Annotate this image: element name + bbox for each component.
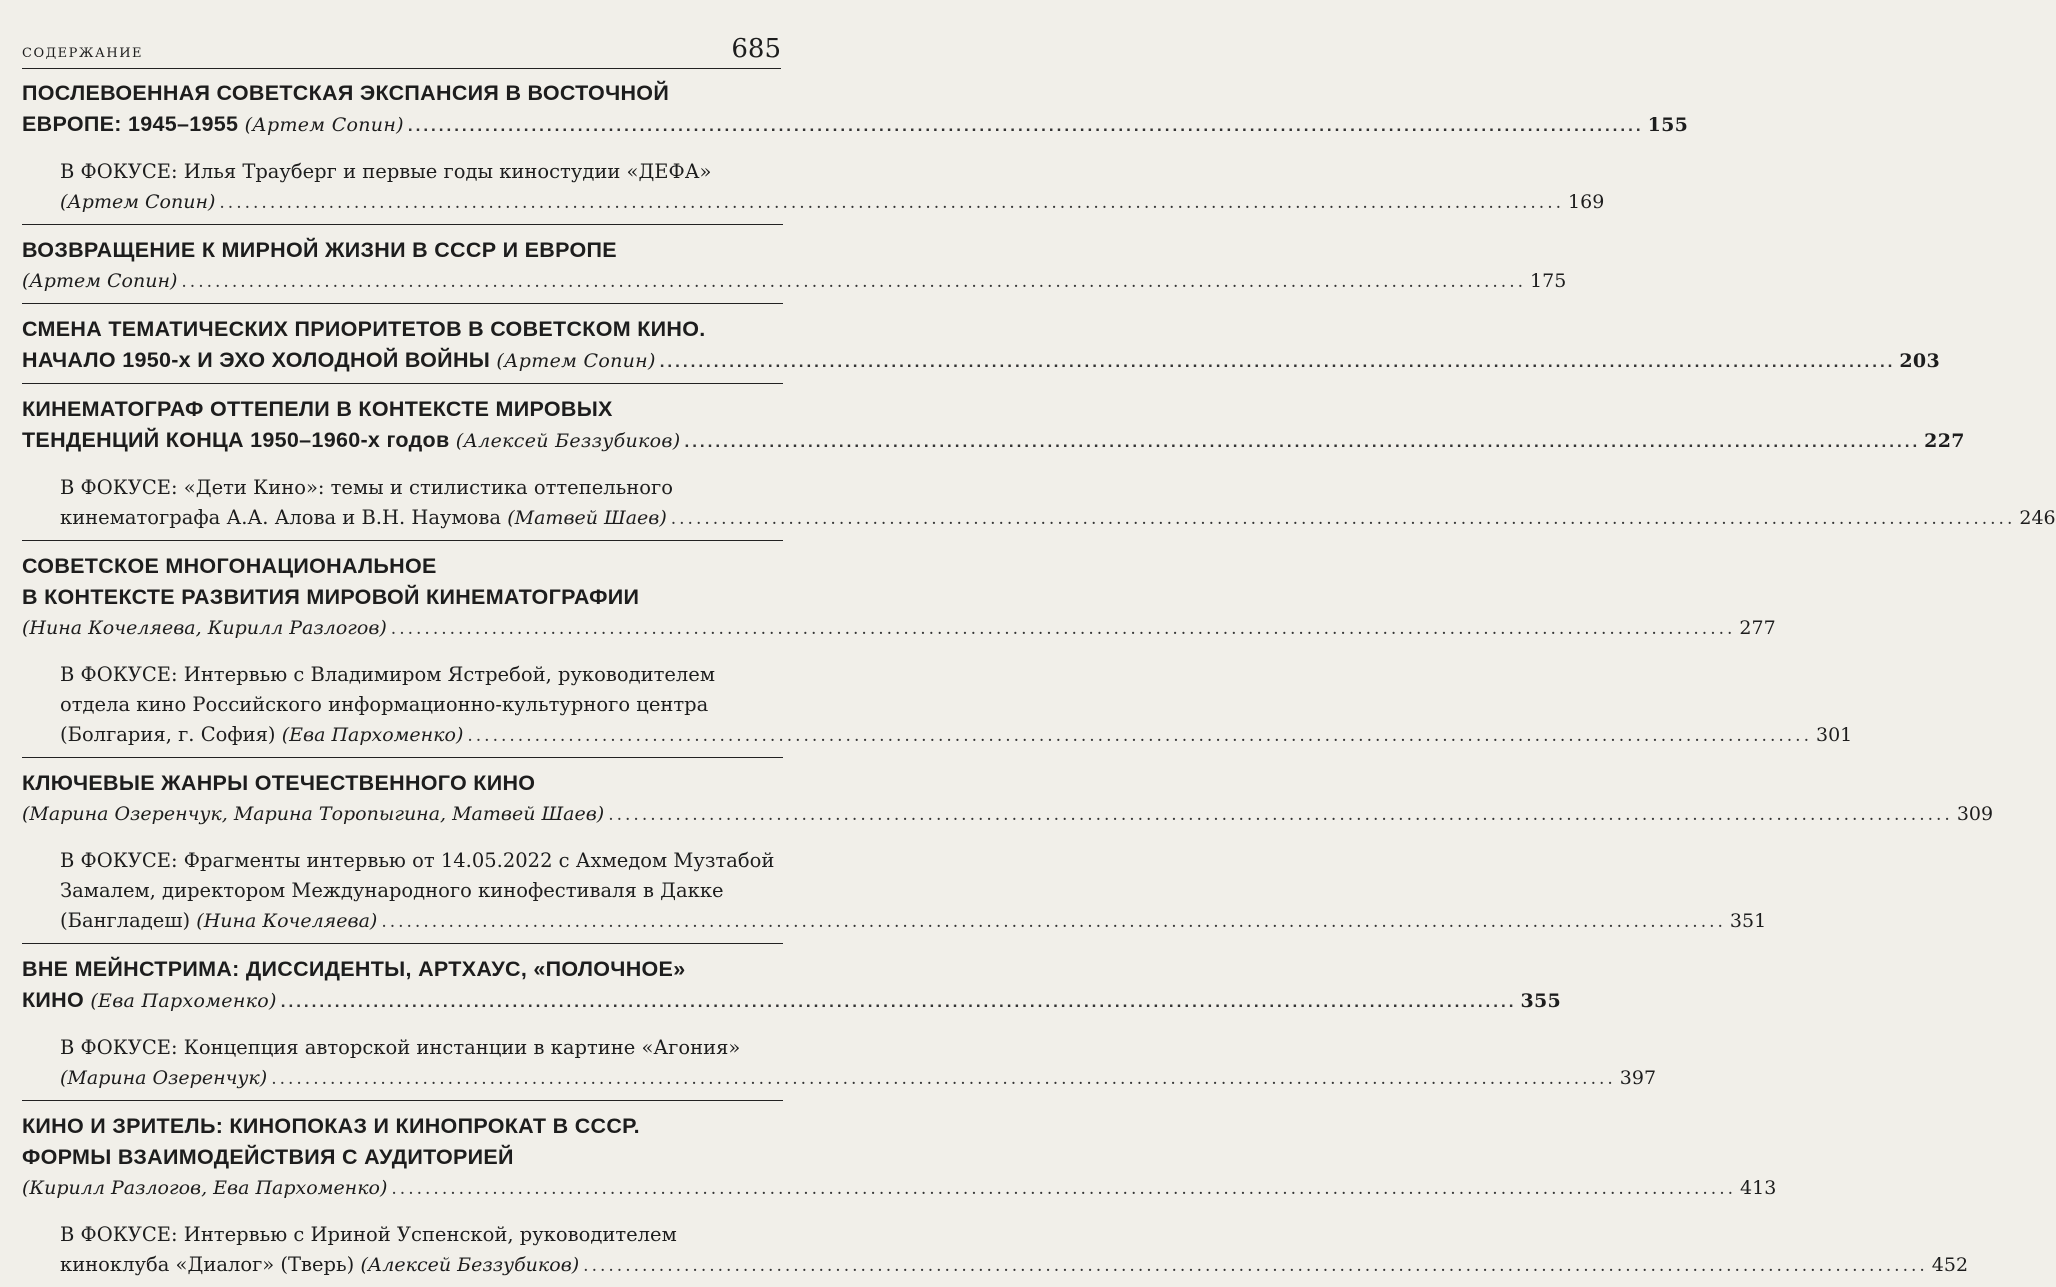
running-header-title: содержание (22, 40, 144, 62)
focus-text-line: (Болгария, г. София) (60, 723, 276, 746)
section-page-link[interactable]: 175 (1530, 270, 1567, 292)
section-page-link[interactable]: 227 (1924, 430, 1965, 452)
focus-entry (22, 157, 1605, 218)
section-title-line: СМЕНА ТЕМАТИЧЕСКИХ ПРИОРИТЕТОВ В СОВЕТСКОМ КИНО. (22, 317, 706, 341)
focus-page-link[interactable]: 301 (1815, 724, 1853, 746)
section-title-line (22, 235, 783, 266)
dot-leader (381, 907, 1726, 937)
section-author: (Кирилл Разлогов, Ева Пархоменко) (22, 1177, 388, 1199)
focus-author: (Артем Сопин) (60, 191, 216, 213)
section-title-line: СОВЕТСКОЕ МНОГОНАЦИОНАЛЬНОЕ (22, 554, 437, 578)
dot-leader (271, 1064, 1616, 1094)
dot-leader (608, 800, 1953, 830)
section-title-text: КЛЮЧЕВЫЕ ЖАНРЫ ОТЕЧЕСТВЕННОГО КИНО (22, 771, 536, 795)
focus-author-line (60, 1063, 1657, 1094)
page-number: 685 (731, 34, 781, 64)
focus-text-line: В ФОКУСЕ: Фрагменты интервью от 14.05.2022 с Ахмедом Музтабой (60, 849, 775, 872)
toc-section (22, 70, 1689, 225)
focus-author-line (60, 187, 1605, 218)
section-author-line (22, 1173, 1777, 1204)
focus-page-link[interactable]: 452 (1931, 1254, 1969, 1276)
focus-last-line (60, 906, 1767, 937)
focus-text-line: кинематографа А.А. Алова и В.Н. Наумова (60, 506, 502, 529)
section-title-text: ЕВРОПЕ: 1945–1955 (22, 112, 239, 136)
focus-page-link[interactable]: 169 (1568, 191, 1605, 213)
focus-author: (Нина Кочеляева) (196, 910, 378, 932)
focus-text-line: киноклуба «Диалог» (Тверь) (60, 1253, 355, 1276)
focus-last-line (60, 720, 1853, 751)
section-author-line (22, 266, 1567, 297)
focus-last-line (60, 1250, 1969, 1281)
section-author: (Ева Пархоменко) (90, 990, 277, 1012)
focus-text-line: Замалем, директором Международного кинофестиваля в Дакке (60, 879, 724, 902)
section-title-line (22, 345, 1940, 377)
toc-section (22, 541, 1853, 758)
dot-leader (684, 426, 1920, 457)
section-title-text: НАЧАЛО 1950-х И ЭХО ХОЛОДНОЙ ВОЙНЫ (22, 348, 491, 372)
section-author: (Алексей Беззубиков) (455, 430, 681, 452)
section-author: (Марина Озеренчук, Марина Торопыгина, Матвей Шаев) (22, 803, 605, 825)
section-title-line (22, 985, 1562, 1017)
toc-section (22, 944, 1657, 1101)
section-title-text: КИНО (22, 988, 85, 1012)
section-title-text: ТЕНДЕНЦИЙ КОНЦА 1950–1960-х годов (22, 428, 450, 452)
section-title-text: ФОРМЫ ВЗАИМОДЕЙСТВИЯ С АУДИТОРИЕЙ (22, 1145, 514, 1169)
dot-leader (219, 188, 1564, 218)
toc-section (22, 225, 1567, 304)
focus-text-line: отдела кино Российского информационно-культурного центра (60, 693, 709, 716)
focus-author: (Алексей Беззубиков) (360, 1254, 580, 1276)
section-author-line (22, 799, 1994, 830)
section-title-line: ПОСЛЕВОЕННАЯ СОВЕТСКАЯ ЭКСПАНСИЯ В ВОСТОЧНОЙ (22, 81, 670, 105)
toc-section (22, 304, 1940, 384)
dot-leader (391, 1174, 1736, 1204)
focus-entry (22, 1033, 1657, 1094)
dot-leader (671, 504, 2016, 534)
section-page-link[interactable]: 155 (1647, 114, 1689, 136)
dot-leader (281, 986, 1517, 1017)
section-title-line (22, 109, 1689, 141)
running-header (22, 28, 781, 69)
toc-section (22, 384, 2056, 541)
section-page-link[interactable]: 203 (1899, 350, 1940, 372)
focus-page-link[interactable]: 246 (2019, 507, 2056, 529)
table-of-contents (22, 70, 2056, 1287)
dot-leader (583, 1251, 1928, 1281)
focus-text-line: В ФОКУСЕ: Концепция авторской инстанции в картине «Агония» (60, 1036, 741, 1059)
section-author-line (22, 613, 1776, 644)
focus-author: (Матвей Шаев) (507, 507, 667, 529)
section-title-line (22, 1142, 783, 1173)
section-title-line: КИНО И ЗРИТЕЛЬ: КИНОПОКАЗ И КИНОПРОКАТ В СССР. (22, 1114, 640, 1138)
dot-leader (467, 721, 1812, 751)
focus-entry (22, 846, 1767, 937)
focus-last-line (60, 503, 2056, 534)
section-title-text: ВОЗВРАЩЕНИЕ К МИРНОЙ ЖИЗНИ В СССР И ЕВРОПЕ (22, 238, 617, 262)
focus-author: (Ева Пархоменко) (281, 724, 464, 746)
focus-page-link[interactable]: 351 (1729, 910, 1767, 932)
focus-text-line: В ФОКУСЕ: Илья Трауберг и первые годы киностудии «ДЕФА» (60, 160, 712, 183)
toc-section (22, 758, 1994, 944)
section-title-line (22, 582, 783, 613)
dot-leader (660, 346, 1896, 377)
toc-section (22, 1101, 1969, 1287)
dot-leader (391, 614, 1736, 644)
focus-text-line: В ФОКУСЕ: Интервью с Ириной Успенской, руководителем (60, 1223, 677, 1246)
section-title-line: ВНЕ МЕЙНСТРИМА: ДИССИДЕНТЫ, АРТХАУС, «ПОЛОЧНОЕ» (22, 957, 686, 981)
focus-text-line: В ФОКУСЕ: «Дети Кино»: темы и стилистика оттепельного (60, 476, 673, 499)
focus-text-line: В ФОКУСЕ: Интервью с Владимиром Ястребой, руководителем (60, 663, 715, 686)
focus-text-line: (Бангладеш) (60, 909, 191, 932)
section-title-line (22, 425, 1965, 457)
focus-author: (Марина Озеренчук) (60, 1067, 268, 1089)
section-page-link[interactable]: 309 (1956, 803, 1994, 825)
section-author: (Артем Сопин) (496, 350, 656, 372)
section-page-link[interactable]: 413 (1740, 1177, 1777, 1199)
section-author: (Артем Сопин) (244, 114, 404, 136)
section-title-line (22, 768, 783, 799)
section-page-link[interactable]: 277 (1739, 617, 1776, 639)
focus-page-link[interactable]: 397 (1619, 1067, 1657, 1089)
focus-entry (22, 1220, 1969, 1281)
focus-entry (22, 473, 2056, 534)
section-author: (Артем Сопин) (22, 270, 178, 292)
section-title-line: КИНЕМАТОГРАФ ОТТЕПЕЛИ В КОНТЕКСТЕ МИРОВЫХ (22, 397, 613, 421)
section-author: (Нина Кочеляева, Кирилл Разлогов) (22, 617, 387, 639)
dot-leader (408, 110, 1644, 141)
section-title-text: В КОНТЕКСТЕ РАЗВИТИЯ МИРОВОЙ КИНЕМАТОГРАФИИ (22, 585, 640, 609)
section-page-link[interactable]: 355 (1520, 990, 1562, 1012)
focus-entry (22, 660, 1853, 751)
dot-leader (181, 267, 1526, 297)
